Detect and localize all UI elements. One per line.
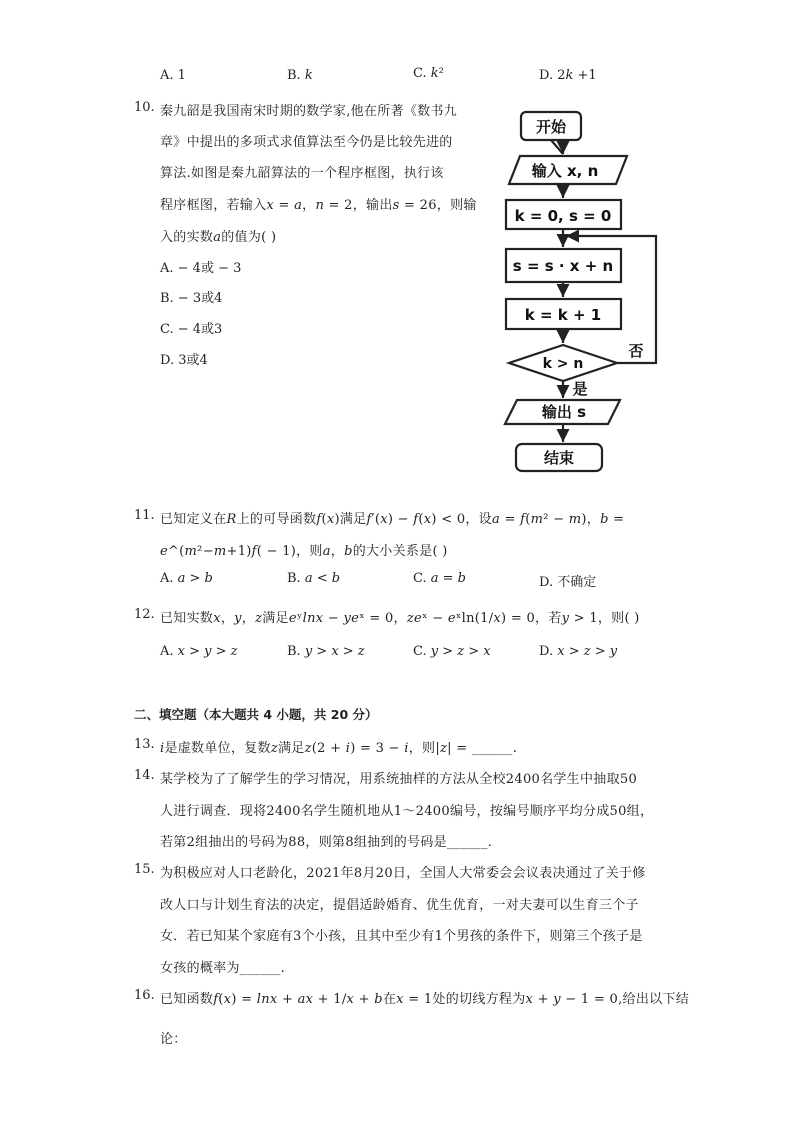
- q11-line-1: 已知定义在𝑅上的可导函数𝑓(𝑥)满足𝑓′(𝑥) − 𝑓(𝑥) < 0，设𝑎 = 𝑓(𝑚² − 𝑚)，𝑏 =: [160, 512, 625, 527]
- q14-number: 14.: [134, 768, 155, 783]
- q9-option-a: A. 1: [160, 68, 186, 83]
- q10-option-d: D. 3或4: [160, 353, 208, 368]
- q15-number: 15.: [134, 862, 155, 877]
- flow-step2-label: k = k + 1: [524, 306, 602, 324]
- q14-line-3: 若第2组抽出的号码为88，则第8组抽到的号码是______.: [160, 835, 493, 850]
- q13-line-1: 𝑖是虚数单位，复数𝑧满足𝑧(2 + 𝑖) = 3 − 𝑖，则|𝑧| = ______.: [160, 741, 518, 756]
- q12-option-b: B. 𝑦 > 𝑥 > 𝑧: [287, 644, 365, 659]
- q15-line-4: 女孩的概率为______.: [160, 961, 286, 976]
- q11-line-2: 𝑒^(𝑚²−𝑚+1)𝑓( − 1)，则𝑎，𝑏的大小关系是( ): [160, 544, 448, 559]
- q10-line-4: 程序框图，若输入𝑥 = 𝑎，𝑛 = 2，输出𝑠 = 26，则输: [160, 198, 477, 213]
- q14-line-2: 人进行调查．现将2400名学生随机地从1～2400编号，按编号顺序平均分成50组，: [160, 804, 654, 819]
- q16-line-1: 已知函数𝑓(𝑥) = 𝑙𝑛𝑥 + 𝑎𝑥 + 1/𝑥 + 𝑏在𝑥 = 1处的切线方程为𝑥 + 𝑦 − 1 = 0,给出以下结: [160, 992, 690, 1007]
- flow-input-label: 输入 x, n: [531, 162, 599, 180]
- q10-option-b: B. − 3或4: [160, 291, 223, 306]
- flow-cond-label: k > n: [542, 356, 584, 372]
- flow-no-label: 否: [628, 342, 644, 360]
- q10-line-2: 章》中提出的多项式求值算法至今仍是比较先进的: [160, 135, 453, 150]
- q9-option-d: D. 2𝑘 +1: [539, 68, 597, 83]
- q9-option-c: C. 𝑘²: [413, 66, 444, 81]
- q10-line-3: 算法.如图是秦九韶算法的一个程序框图，执行该: [160, 166, 444, 181]
- q16-line-2: 论：: [160, 1032, 187, 1047]
- q12-option-d: D. 𝑥 > 𝑧 > 𝑦: [539, 644, 618, 659]
- q13-number: 13.: [134, 737, 155, 752]
- q11-option-b: B. 𝑎 < 𝑏: [287, 571, 341, 586]
- q10-number: 10.: [134, 100, 155, 115]
- q11-option-c: C. 𝑎 = 𝑏: [413, 571, 466, 586]
- q15-line-2: 改人口与计划生育法的决定，提倡适龄婚育、优生优育，一对夫妻可以生育三个子: [160, 898, 639, 913]
- flow-init-label: k = 0, s = 0: [514, 207, 612, 225]
- q11-number: 11.: [134, 508, 155, 523]
- q12-option-c: C. 𝑦 > 𝑧 > 𝑥: [413, 644, 491, 659]
- q10-line-5: 入的实数𝑎的值为( ): [160, 230, 277, 245]
- q10-option-c: C. − 4或3: [160, 322, 223, 337]
- q16-number: 16.: [134, 988, 155, 1003]
- q15-line-1: 为积极应对人口老龄化，2021年8月20日，全国人大常委会会议表决通过了关于修: [160, 866, 646, 881]
- flow-output-label: 输出 s: [541, 403, 587, 421]
- q15-line-3: 女．若已知某个家庭有3个小孩，且其中至少有1个男孩的条件下，则第三个孩子是: [160, 929, 643, 944]
- q11-option-d: D. 不确定: [539, 575, 597, 590]
- q10-line-1: 秦九韶是我国南宋时期的数学家,他在所著《数书九: [160, 104, 458, 119]
- q9-option-b: B. 𝑘: [287, 68, 313, 83]
- q12-number: 12.: [134, 607, 155, 622]
- flow-start-label: 开始: [535, 118, 567, 136]
- q12-option-a: A. 𝑥 > 𝑦 > 𝑧: [160, 644, 238, 659]
- q14-line-1: 某学校为了了解学生的学习情况，用系统抽样的方法从全校2400名学生中抽取50: [160, 772, 638, 787]
- q12-line-1: 已知实数𝑥，𝑦，𝑧满足𝑒ʸ𝑙𝑛𝑥 − 𝑦𝑒ˣ = 0，𝑧𝑒ˣ − 𝑒ˣln(1/𝑥) = 0，若𝑦 > 1，则( ): [160, 611, 640, 626]
- flow-step1-label: s = s · x + n: [512, 257, 614, 275]
- flow-yes-label: 是: [572, 380, 588, 398]
- q11-option-a: A. 𝑎 > 𝑏: [160, 571, 213, 586]
- section-2-title: 二、填空题（本大题共 4 小题，共 20 分）: [134, 707, 378, 722]
- q10-option-a: A. − 4或 − 3: [160, 261, 242, 276]
- flowchart: [486, 98, 668, 480]
- flow-end-label: 结束: [543, 449, 575, 467]
